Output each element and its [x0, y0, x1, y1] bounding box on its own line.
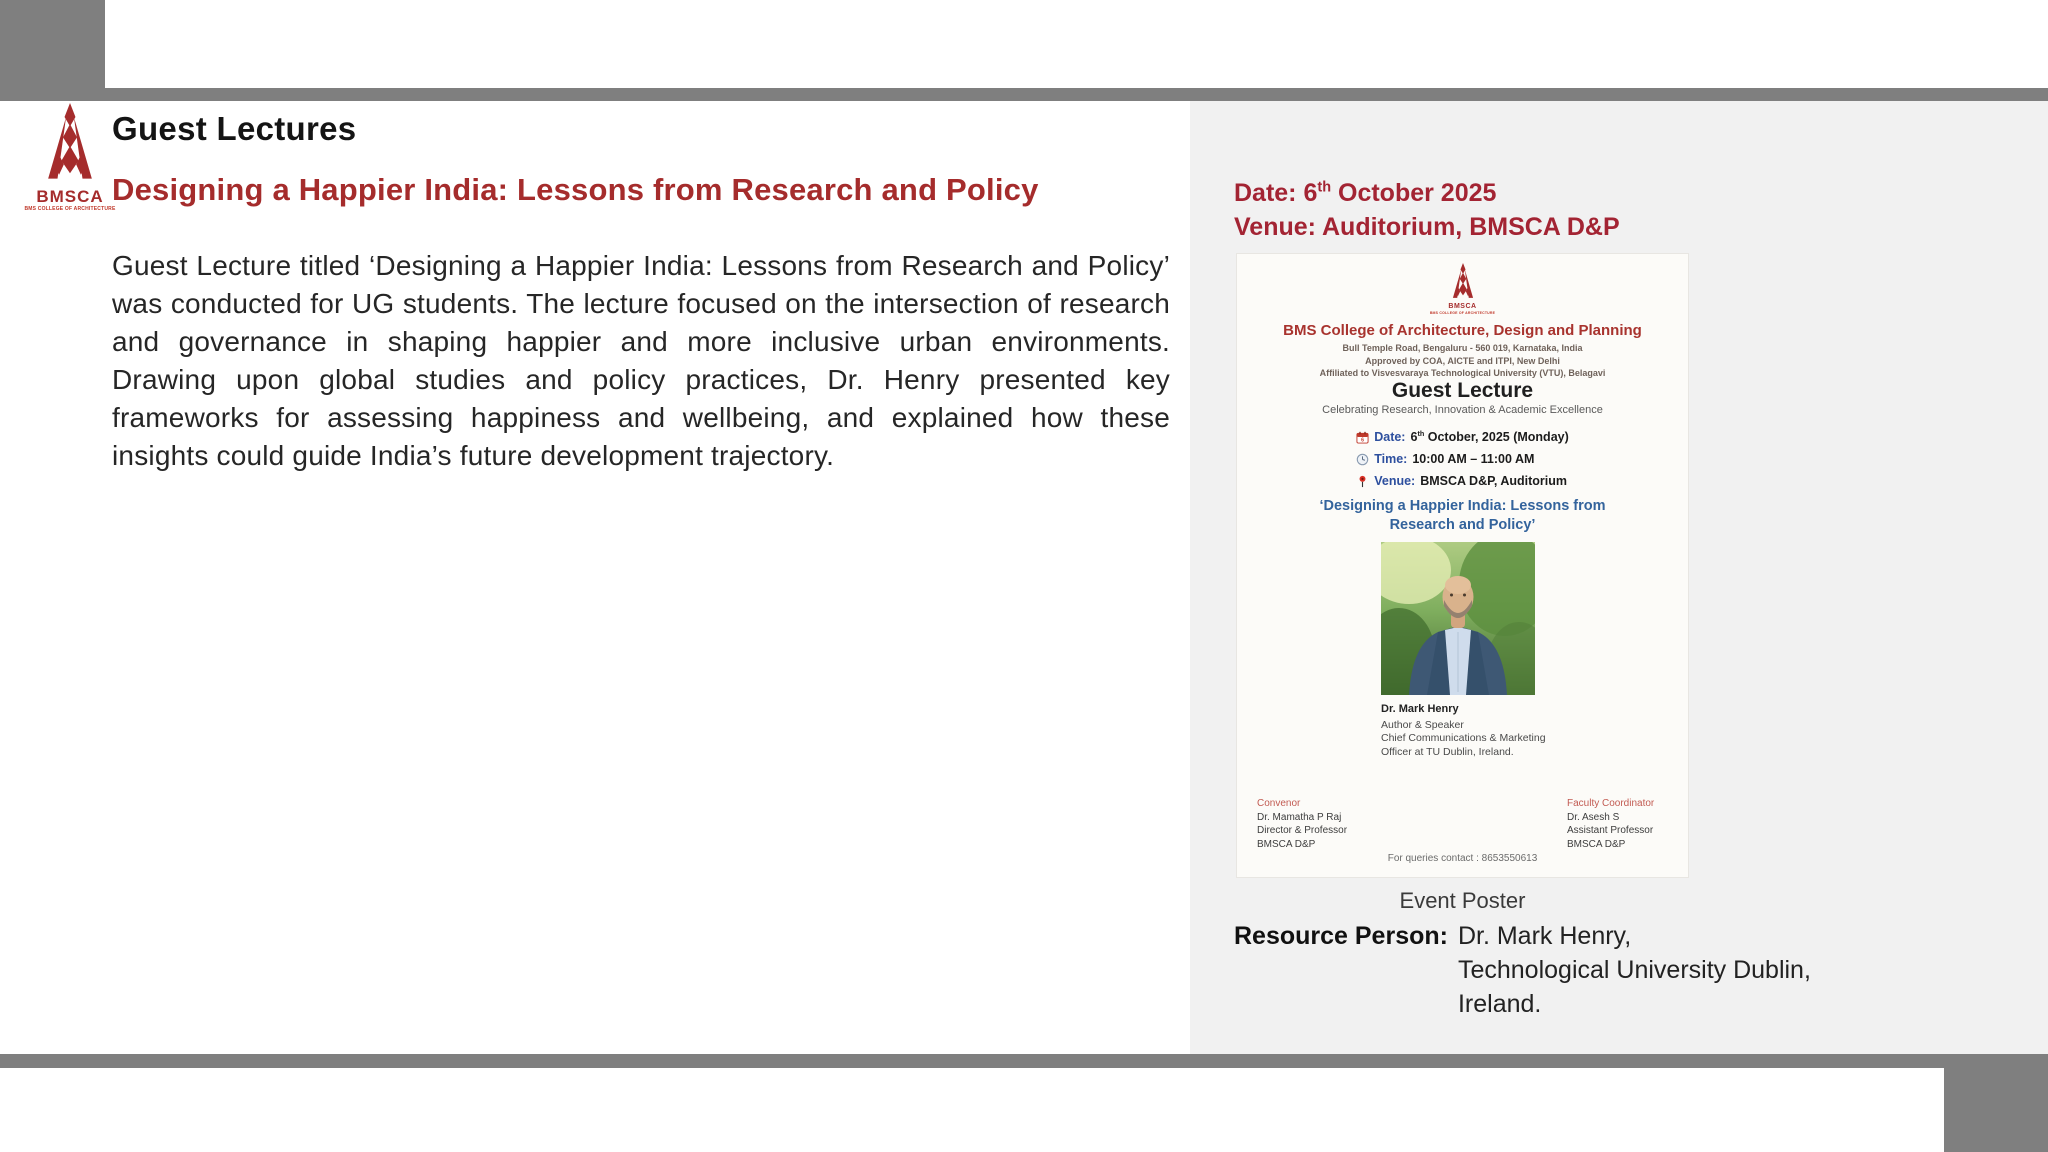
- poster-address-line: Approved by COA, AICTE and ITPI, New Delhi: [1365, 355, 1560, 366]
- poster-lecture-title: ‘Designing a Happier India: Lessons from Research and Policy’: [1319, 498, 1606, 533]
- poster-date-line: [1356, 426, 1569, 448]
- resource-person: [1234, 919, 1811, 1021]
- convenor-line: BMSCA D&P: [1257, 838, 1316, 850]
- poster-info-block: [1356, 426, 1569, 492]
- event-venue: Venue: Auditorium, BMSCA D&P: [1234, 213, 1620, 241]
- coordinator-heading: Faculty Coordinator: [1567, 798, 1655, 809]
- event-date-label: Date:: [1234, 179, 1304, 207]
- event-poster: [1236, 253, 1689, 878]
- lecture-title: Designing a Happier India: Lessons from Research and Policy: [112, 172, 1039, 207]
- convenor-line: Dr. Mamatha P Raj: [1257, 811, 1342, 823]
- speaker-role: Chief Communications & Marketing: [1381, 732, 1546, 744]
- logo-acronym: BMSCA: [36, 187, 104, 206]
- poster-event-type: Guest Lecture: [1391, 379, 1534, 402]
- resource-person-line: Dr. Mark Henry,: [1457, 922, 1632, 950]
- logo-caption: BMS COLLEGE OF ARCHITECTURE: [24, 206, 116, 212]
- event-date-rest: October 2025: [1331, 179, 1497, 207]
- poster-contact: For queries contact : 8653550613: [1387, 853, 1538, 864]
- resource-person-line: Ireland.: [1457, 990, 1542, 1018]
- poster-address-line: Affiliated to Visvesvaraya Technological University (VTU), Belagavi: [1319, 368, 1606, 378]
- speaker-details: [1381, 703, 1546, 759]
- poster-time-label: Time:: [1374, 452, 1408, 466]
- svg-text:6: 6: [1361, 437, 1365, 444]
- poster-address: [1237, 342, 1688, 380]
- coordinator-line: BMSCA D&P: [1567, 838, 1626, 850]
- poster-logo-acronym: BMSCA: [1448, 303, 1477, 310]
- poster-venue-line: [1356, 470, 1569, 492]
- top-left-gray-block: [0, 0, 105, 88]
- speaker-name: Dr. Mark Henry: [1381, 703, 1459, 715]
- resource-person-line: Technological University Dublin,: [1457, 956, 1811, 984]
- poster-date-label: Date:: [1374, 430, 1406, 444]
- event-panel: [1190, 101, 2048, 1054]
- calendar-icon: [1356, 431, 1369, 444]
- poster-tagline: Celebrating Research, Innovation & Academic Excellence: [1322, 404, 1603, 416]
- pin-icon: [1356, 475, 1369, 488]
- speaker-photo: [1381, 542, 1535, 695]
- poster-caption: Event Poster: [1399, 888, 1526, 913]
- event-date-ordinal: th: [1317, 179, 1332, 196]
- poster-date-value: 6th October, 2025 (Monday): [1410, 428, 1569, 444]
- poster-college-name: BMS College of Architecture, Design and Planning: [1283, 322, 1642, 339]
- resource-person-label: Resource Person:: [1234, 922, 1448, 950]
- speaker-role: Author & Speaker: [1381, 718, 1464, 731]
- coordinator-line: Dr. Asesh S: [1567, 811, 1620, 823]
- bmsca-logo-mark-icon: [31, 96, 109, 188]
- bottom-right-gray-block: [1944, 1068, 2048, 1152]
- resource-person-value: [1458, 919, 1811, 1021]
- coordinator-line: Assistant Professor: [1567, 825, 1654, 836]
- poster-logo-caption: BMS COLLEGE OF ARCHITECTURE: [1429, 311, 1496, 315]
- top-divider-bar: [0, 88, 2048, 101]
- convenor-block: [1257, 797, 1347, 851]
- faculty-coordinator-block: [1567, 797, 1654, 851]
- speaker-role: Officer at TU Dublin, Ireland.: [1381, 745, 1514, 758]
- poster-time-value: 10:00 AM – 11:00 AM: [1412, 452, 1535, 466]
- convenor-line: Director & Professor: [1257, 825, 1348, 836]
- lecture-summary: Guest Lecture titled ‘Designing a Happier India: Lessons from Research and Policy’ was conducted for UG students. The lecture focused on the intersection of research and governance in shaping happier and more inclusive urban environments. Drawing upon global studies and policy practices, Dr. Henry presented key frameworks for assessing happiness and wellbeing, and explained how these insights could guide India’s future development trajectory.: [112, 250, 1170, 471]
- bottom-divider-bar: [0, 1054, 2048, 1068]
- poster-time-line: [1356, 448, 1569, 470]
- event-date-day: 6: [1303, 179, 1318, 207]
- convenor-heading: Convenor: [1257, 798, 1301, 809]
- poster-address-line: Bull Temple Road, Bengaluru - 560 019, Karnataka, India: [1342, 343, 1583, 353]
- poster-venue-label: Venue:: [1374, 474, 1416, 488]
- event-date: [1234, 179, 1496, 208]
- page-title: Guest Lectures: [112, 110, 357, 147]
- poster-venue-value: BMSCA D&P, Auditorium: [1420, 474, 1567, 488]
- poster-logo-mark-icon: [1445, 259, 1481, 303]
- poster-logo: [1237, 259, 1688, 315]
- bmsca-logo: [24, 96, 116, 212]
- clock-icon: [1356, 453, 1369, 466]
